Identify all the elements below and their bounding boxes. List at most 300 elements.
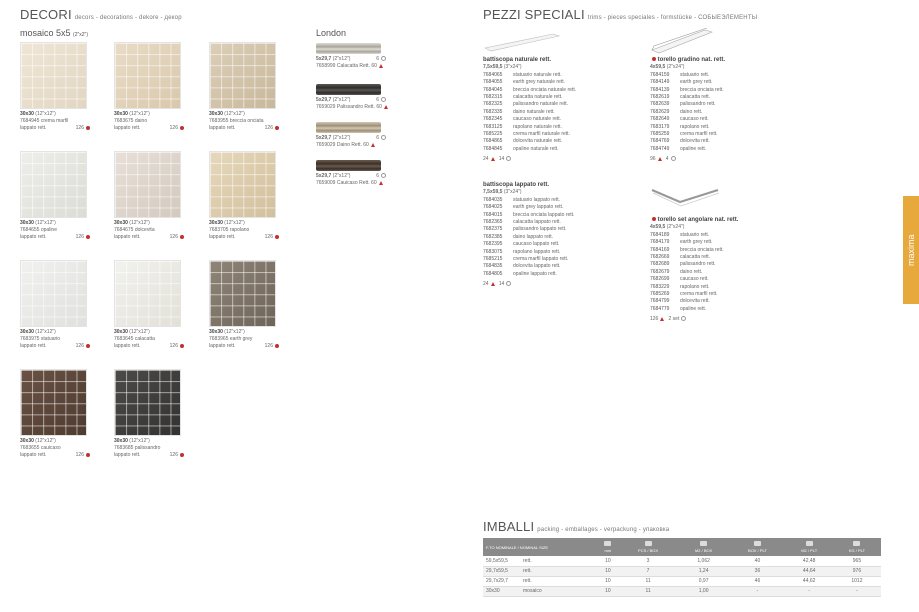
london-size-row	[316, 56, 386, 63]
packing-cell: 40	[729, 556, 785, 566]
tile-code: 7683965	[209, 336, 229, 342]
trim-code: 7682395	[483, 241, 503, 248]
trim-code: 7684749	[650, 145, 670, 152]
packing-cell: 10	[597, 556, 618, 566]
packing-cell: mosaico	[523, 586, 597, 596]
packing-cell: rett.	[523, 576, 597, 586]
tile-code: 7683685	[114, 445, 134, 451]
trim-name: crema marfil rett.	[680, 131, 718, 138]
trim-name: statuario rett.	[680, 231, 710, 238]
trim-code: 7682345	[483, 116, 503, 123]
packing-row	[483, 576, 881, 586]
trim-code: 7684035	[483, 196, 503, 203]
london-moulding	[316, 160, 381, 171]
trim-name: opaline rett.	[680, 145, 707, 152]
trim-name: statuario lappato rett.	[513, 196, 560, 203]
packing-cell: 1,00	[678, 586, 730, 596]
packing-cell: 965	[833, 556, 881, 566]
trim-name: palissandro lappato rett.	[513, 226, 567, 233]
packing-cell: 29,7x29,7	[483, 576, 523, 586]
tile-finish-row	[20, 452, 90, 459]
packing-cell: 44,64	[785, 566, 832, 576]
london-moulding	[316, 122, 381, 133]
trim-row	[483, 226, 574, 233]
tile-finish: lappato rett.	[209, 125, 236, 131]
trim-row	[483, 79, 576, 86]
torello-set-list	[650, 217, 738, 324]
tile-size-in: (12"x12")	[224, 220, 245, 226]
trim-row	[483, 263, 574, 270]
london-count	[376, 56, 386, 63]
packing-cell: 36	[729, 566, 785, 576]
tile-size-in: (12"x12")	[35, 438, 56, 444]
mosaico-label: mosaico 5x5 (2"x2")	[20, 28, 88, 38]
trim-code: 7684805	[483, 270, 503, 277]
tile-qty-value: 126	[75, 125, 84, 131]
trim-code: 7682679	[650, 268, 670, 275]
tile-finish-row	[114, 234, 184, 241]
trim-row	[650, 72, 725, 79]
trim-code: 7682669	[650, 254, 670, 261]
trim-code: 7684189	[650, 231, 670, 238]
trim-name: earth grey rett.	[680, 79, 713, 86]
decori-title: DECORI decors - decorations - dekore - декор	[20, 7, 182, 22]
trim-row	[650, 269, 738, 276]
tile-qty-value: 126	[75, 343, 84, 349]
tile-finish: lappato rett.	[209, 234, 236, 240]
mosaic-tile	[209, 260, 276, 327]
tile-qty	[265, 343, 279, 350]
box-icon	[671, 156, 676, 161]
trim-title-text: torello set angolare nat. rett.	[657, 217, 739, 223]
packing-header-cell	[678, 538, 730, 556]
tile-code: 7683705	[209, 227, 229, 233]
side-tab-label: maxima	[906, 234, 916, 266]
trim-row	[650, 87, 725, 94]
box-icon	[681, 316, 686, 321]
trim-size-cm: 7,5x59,5	[483, 64, 503, 71]
trim-qty-row	[483, 281, 574, 288]
red-triangle-icon	[491, 157, 495, 161]
trim-title	[483, 57, 576, 64]
trim-code: 7684845	[483, 145, 503, 152]
mosaic-tile	[114, 260, 181, 327]
trim-name: calacatta naturale rett.	[513, 94, 563, 101]
tile-finish: lappato rett.	[114, 343, 141, 349]
red-triangle-icon	[384, 105, 388, 109]
tile-size-in: (12"x12")	[224, 329, 245, 335]
tile-finish-row	[114, 125, 184, 132]
london-code-row	[316, 142, 406, 149]
tile-qty-value: 126	[75, 234, 84, 240]
tile-finish-row	[209, 234, 279, 241]
mosaic-tile	[209, 42, 276, 109]
tile-code: 7683675	[114, 118, 134, 124]
london-count	[376, 135, 386, 142]
tile-size-in: (12"x12")	[35, 220, 56, 226]
london-count-value: 6	[376, 173, 379, 179]
trim-row	[483, 124, 576, 131]
london-size-row	[316, 97, 386, 104]
trim-name: calacatta rett.	[680, 254, 711, 261]
trim-qty2: 4	[665, 156, 669, 163]
london-moulding	[316, 43, 381, 54]
tile-name: statuario	[40, 336, 61, 342]
torello-gradino-drawing	[650, 28, 720, 56]
packing-header-icon	[700, 541, 707, 546]
trim-code: 7684835	[483, 263, 503, 270]
packing-header-cell	[483, 538, 597, 556]
red-triangle-icon	[660, 317, 664, 321]
trim-row	[483, 234, 574, 241]
trim-name: daino lappato rett.	[513, 233, 554, 240]
trim-row	[483, 249, 574, 256]
mosaic-tile	[20, 151, 87, 218]
trim-row	[650, 291, 738, 298]
trim-code: 7682699	[650, 276, 670, 283]
trim-row	[650, 232, 738, 239]
red-dot-icon	[180, 235, 184, 239]
london-code-row	[316, 63, 406, 70]
trim-name: dolcevita naturale rett.	[513, 138, 563, 145]
packing-cell: 30x30	[483, 586, 523, 596]
trim-name: statuario naturale rett.	[513, 71, 562, 78]
london-code: 7659029	[316, 104, 336, 110]
tile-code-name	[20, 227, 90, 234]
trim-row	[650, 138, 725, 145]
tile-name: calacatta	[134, 336, 155, 342]
packing-cell: -	[833, 586, 881, 596]
trim-name: breccia onciata naturale rett.	[513, 86, 577, 93]
tile-size-in: (12"x12")	[129, 111, 150, 117]
trim-name: crema marfil rett.	[680, 291, 718, 298]
tile-qty	[265, 234, 279, 241]
tile-qty-value: 126	[264, 125, 273, 131]
trim-row	[650, 94, 725, 101]
tile-size-in: (12"x12")	[129, 329, 150, 335]
london-size-in: (2"x12")	[332, 173, 351, 179]
packing-cell: -	[729, 586, 785, 596]
trim-code: 7685215	[483, 256, 503, 263]
london-size-cm: 5x29,7	[316, 97, 332, 103]
red-dot-icon	[275, 126, 279, 130]
tile-finish-row	[20, 234, 90, 241]
trim-name: caucaso lappato rett.	[513, 241, 560, 248]
trim-row	[483, 109, 576, 116]
packing-header-icon	[604, 541, 611, 546]
tile-name: daino	[134, 118, 148, 124]
trim-code: 7682629	[650, 108, 670, 115]
packing-header-cell	[729, 538, 785, 556]
trim-row	[650, 306, 738, 313]
tile-caption	[114, 329, 184, 350]
tile-size-in: (12"x12")	[224, 111, 245, 117]
mosaic-grid	[21, 370, 86, 435]
tile-code-name	[209, 336, 279, 343]
packing-table-header	[483, 538, 881, 556]
london-count-value: 6	[376, 56, 379, 62]
packing-header-label: M2 / PLT	[801, 548, 818, 553]
red-dot-icon	[180, 453, 184, 457]
tile-name: earth grey	[229, 336, 253, 342]
london-name: Cauicaso Rett.	[336, 180, 370, 186]
packing-header-label: KG / PLT	[848, 548, 866, 553]
trim-row	[650, 79, 725, 86]
tile-qty-value: 126	[169, 125, 178, 131]
tile-qty-value: 126	[264, 343, 273, 349]
red-triangle-icon	[379, 181, 383, 185]
tile-finish: lappato rett.	[20, 125, 47, 131]
battiscopa-naturale-list	[483, 57, 576, 164]
tile-qty-value: 126	[264, 234, 273, 240]
tile-size	[114, 329, 184, 336]
mosaic-grid	[115, 152, 180, 217]
tile-code-name	[20, 445, 90, 452]
trim-code: 7682619	[650, 94, 670, 101]
london-name: Palissandro Rett.	[336, 104, 375, 110]
trim-code: 7682325	[483, 101, 503, 108]
trim-size	[650, 64, 725, 71]
mosaic-grid	[21, 152, 86, 217]
trim-size-in: (2"x24")	[666, 64, 685, 71]
trim-qty1: 96	[650, 156, 656, 163]
trim-qty2: 14	[498, 281, 505, 288]
tile-qty	[170, 234, 184, 241]
london-qty: 60	[376, 104, 382, 110]
mosaic-grid	[210, 43, 275, 108]
trim-size-in: (2"x24")	[666, 224, 685, 231]
london-size-in: (2"x12")	[332, 135, 351, 141]
trim-name: rapolano naturale rett.	[513, 123, 562, 130]
packing-cell: 59,5x59,5	[483, 556, 523, 566]
trim-row	[483, 271, 574, 278]
packing-header-label: BOX / PLT	[748, 548, 767, 553]
trim-code: 7682365	[483, 219, 503, 226]
london-size-row	[316, 135, 386, 142]
box-icon	[381, 173, 386, 178]
packing-table	[483, 538, 881, 597]
packing-row	[483, 566, 881, 576]
london-caption	[316, 56, 406, 70]
tile-size	[114, 111, 184, 118]
tile-qty	[170, 125, 184, 132]
packing-header-label: M2 / BOX	[694, 548, 713, 553]
tile-caption	[114, 220, 184, 241]
tile-finish: lappato rett.	[20, 343, 47, 349]
trim-row	[650, 131, 725, 138]
trim-code: 7684179	[650, 239, 670, 246]
tile-size-in: (12"x12")	[35, 111, 56, 117]
tile-finish: lappato rett.	[209, 343, 236, 349]
packing-cell: 10	[597, 576, 618, 586]
red-dot-icon	[86, 126, 90, 130]
trim-name: rapolano lappato rett.	[513, 248, 561, 255]
trim-row	[650, 239, 738, 246]
trim-name: opaline naturale rett.	[513, 145, 559, 152]
box-icon	[506, 156, 511, 161]
trim-row	[483, 94, 576, 101]
trim-code: 7684169	[650, 246, 670, 253]
tile-finish-row	[114, 343, 184, 350]
tile-code: 7683955	[209, 118, 229, 124]
tile-finish-row	[20, 125, 90, 132]
tile-size-cm: 30x30	[209, 111, 223, 117]
tile-size	[20, 111, 90, 118]
trim-qty1: 24	[483, 281, 489, 288]
trim-row	[483, 138, 576, 145]
trim-code: 7684139	[650, 86, 670, 93]
tile-size-in: (12"x12")	[35, 329, 56, 335]
trim-qty2: 2 set	[668, 316, 680, 323]
tile-finish-row	[114, 452, 184, 459]
trim-code: 7682375	[483, 226, 503, 233]
packing-header-cell	[597, 538, 618, 556]
trim-row	[483, 241, 574, 248]
packing-row	[483, 556, 881, 566]
mosaic-grid	[210, 152, 275, 217]
trim-name: caucaso rett.	[680, 116, 709, 123]
trim-row	[650, 254, 738, 261]
trim-name: daino rett.	[680, 108, 703, 115]
trim-name: statuario rett.	[680, 71, 710, 78]
trim-code: 7685225	[483, 131, 503, 138]
trim-name: earth grey naturale rett.	[513, 79, 565, 86]
packing-cell: 1,062	[678, 556, 730, 566]
mosaic-tile	[20, 369, 87, 436]
trim-row	[483, 256, 574, 263]
trim-row	[483, 101, 576, 108]
trim-name: dolcevita rett.	[680, 138, 710, 145]
mosaic-grid	[115, 43, 180, 108]
trim-code: 7684865	[483, 138, 503, 145]
packing-cell: rett.	[523, 556, 597, 566]
trim-row	[483, 72, 576, 79]
trim-qty2: 14	[498, 156, 505, 163]
packing-cell: 0,97	[678, 576, 730, 586]
trim-row	[483, 212, 574, 219]
tile-caption	[209, 111, 279, 132]
packing-header-cell	[618, 538, 678, 556]
tile-qty	[170, 452, 184, 459]
london-caption	[316, 173, 406, 187]
mosaic-tile	[114, 369, 181, 436]
trim-code: 7684055	[483, 79, 503, 86]
trim-row	[483, 131, 576, 138]
trim-title	[650, 57, 725, 64]
trim-code: 7684799	[650, 298, 670, 305]
red-dot-icon	[86, 344, 90, 348]
trim-size-in: (3"x24")	[503, 64, 522, 71]
packing-cell: 29,7x59,5	[483, 566, 523, 576]
box-icon	[381, 56, 386, 61]
trim-row	[650, 109, 725, 116]
trim-title	[483, 182, 574, 189]
red-dot-icon	[180, 126, 184, 130]
trim-code: 7682689	[650, 261, 670, 268]
tile-code-name	[114, 336, 184, 343]
trim-code: 7683229	[650, 283, 670, 290]
london-name: Daino Rett.	[336, 142, 362, 148]
tile-name: dolcevita	[134, 227, 155, 233]
mosaic-tile	[20, 260, 87, 327]
tile-size	[209, 111, 279, 118]
trim-size	[483, 64, 576, 71]
trim-code: 7682649	[650, 116, 670, 123]
trim-code: 7685259	[650, 131, 670, 138]
packing-cell: 3	[618, 556, 678, 566]
red-triangle-icon	[379, 64, 383, 68]
tile-finish: lappato rett.	[20, 452, 47, 458]
tile-code-name	[114, 445, 184, 452]
tile-caption	[20, 438, 90, 459]
trim-size-cm: 4x59,5	[650, 64, 666, 71]
tile-finish: lappato rett.	[114, 125, 141, 131]
tile-code: 7683655	[20, 445, 40, 451]
mosaic-grid	[210, 261, 275, 326]
packing-header-label: F.TO NOMINALE / NOMINAL SIZE	[486, 544, 549, 550]
trim-row	[483, 197, 574, 204]
trim-row	[650, 261, 738, 268]
london-count-value: 6	[376, 135, 379, 141]
tile-caption	[114, 438, 184, 459]
trim-code: 7682335	[483, 108, 503, 115]
tile-caption	[209, 329, 279, 350]
trim-code: 7682315	[483, 94, 503, 101]
packing-cell: 44,62	[785, 576, 832, 586]
tile-size	[209, 329, 279, 336]
tile-code-name	[114, 118, 184, 125]
torello-set-drawing	[650, 188, 722, 214]
red-dot-icon	[275, 344, 279, 348]
red-dot-icon	[180, 344, 184, 348]
trim-code: 7684015	[483, 211, 503, 218]
tile-caption	[20, 220, 90, 241]
london-caption	[316, 135, 406, 149]
tile-caption	[209, 220, 279, 241]
packing-cell: 42,48	[785, 556, 832, 566]
trim-name: earth grey lappato rett.	[513, 204, 564, 211]
imballi-title: IMBALLI packing - emballages - verpackung - упаковка	[483, 519, 670, 534]
tile-size	[20, 438, 90, 445]
trim-row	[483, 204, 574, 211]
trim-qty-row	[483, 156, 576, 163]
london-code: 7658999	[316, 63, 336, 69]
london-size-cm: 5x29,7	[316, 173, 332, 179]
trim-name: opaline rett.	[680, 305, 707, 312]
mosaic-grid	[21, 261, 86, 326]
trim-title-text: battiscopa naturale rett.	[483, 57, 552, 63]
trim-code: 7683179	[650, 123, 670, 130]
tile-caption	[20, 111, 90, 132]
packing-cell: 46	[729, 576, 785, 586]
tile-code: 7683975	[20, 336, 40, 342]
tile-finish-row	[209, 125, 279, 132]
packing-cell: 11	[618, 586, 678, 596]
trim-size-in: (3"x24")	[503, 189, 522, 196]
london-qty: 60	[363, 142, 369, 148]
trim-row	[650, 276, 738, 283]
trim-name: palissandro rett.	[680, 261, 716, 268]
trim-name: dolcevita lappato rett.	[513, 263, 561, 270]
red-dot-icon	[652, 57, 656, 61]
red-dot-icon	[86, 235, 90, 239]
tile-finish-row	[209, 343, 279, 350]
packing-cell: 976	[833, 566, 881, 576]
battiscopa-drawing	[483, 30, 563, 56]
trim-size-cm: 4x59,5	[650, 224, 666, 231]
tile-caption	[20, 329, 90, 350]
tile-size	[114, 220, 184, 227]
